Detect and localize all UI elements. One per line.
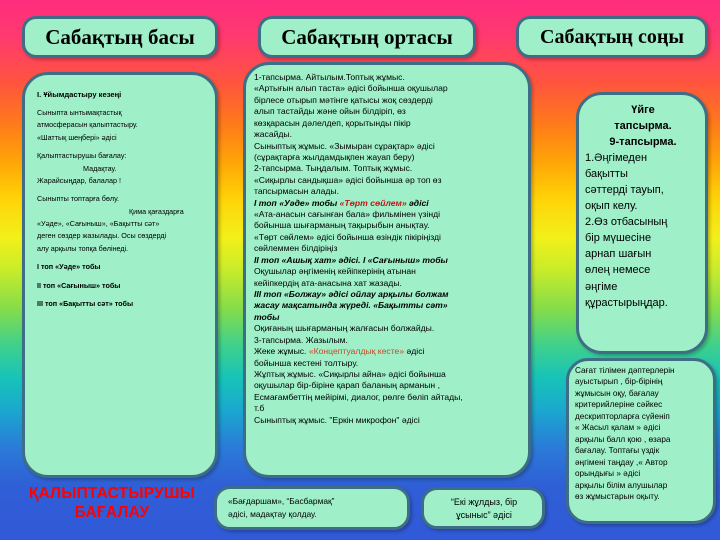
lesson-middle-line-25 <box>254 346 527 357</box>
peer-assessment-line-12: өз жұмыстарын оқыту. <box>575 492 660 502</box>
lesson-middle-line-10: «Сиқырлы сандықша» әдісі бойынша әр топ өз <box>254 174 442 185</box>
section-header-lesson-end <box>516 16 708 58</box>
feedback-method-1-line-2: әдісі, мадақтау қолдау. <box>228 509 317 519</box>
homework-item-1-line-1: 1.Әңгімеден <box>585 152 648 165</box>
peer-assessment-line-8: бағалау. Топтағы үздік <box>575 446 660 456</box>
homework-item-2-line-6: құрастырыңдар. <box>585 296 668 309</box>
formative-assessment-line-1: Қалыптастырушы бағалау: <box>37 151 127 161</box>
lesson-middle-line-18: Оқушылар әңгіменің кейіпкерінің атынан <box>254 266 416 277</box>
lesson-middle-line-13: «Ата-анасын сағынған бала» фильмінен үзінді <box>254 209 441 220</box>
atmosphere-line-1: Сыныпта ынтымақтастық <box>37 108 122 118</box>
lesson-middle-line-30: т.б <box>254 403 265 414</box>
lesson-middle-line-22: тобы <box>254 311 280 322</box>
lesson-middle-line-16: сөйлеммен білдіріңіз <box>254 243 338 254</box>
formative-assessment-line-2: Мадақтау. <box>83 163 117 173</box>
lesson-middle-line-27: Жұптық жұмыс. «Сиқырлы айна» әдісі бойынша <box>254 368 446 379</box>
feedback-method-2-label <box>425 491 543 527</box>
atmosphere-line-3: «Шаттық шеңбері» әдісі <box>37 132 117 142</box>
group-1-label: I топ «Уәде» тобы <box>37 262 101 272</box>
lesson-middle-line-24: 3-тапсырма. Жазылым. <box>254 334 348 345</box>
grouping-line-1: Сыныпты топтарға бөлу. <box>37 194 119 204</box>
lesson-middle-line-3: бірлесе отырып мәтінге қатысы жоқ сөздерді <box>254 94 433 105</box>
homework-item-1-line-2: бақытты <box>585 168 628 181</box>
peer-assessment-line-2: ауыстырып , бір-бірінің <box>575 377 663 387</box>
peer-assessment-line-11: арқылы білім алушылар <box>575 480 668 490</box>
lesson-start-content <box>30 84 214 476</box>
peer-assessment-line-5: дескрипторларға сүйеніп <box>575 411 670 421</box>
lesson-middle-line-19: кейіпкердің ата-анасына хат жазады. <box>254 277 402 288</box>
feedback-method-1-line-1: «Бағдаршам», “Басбармақ” <box>228 496 335 507</box>
lesson-middle-line-4: алып тастайды және ойын білдіріп, өз <box>254 106 406 117</box>
lesson-middle-line-26: бойынша кестені толтыру. <box>254 357 359 368</box>
homework-item-2-line-3: арнап шағын <box>585 248 652 261</box>
atmosphere-line-2: атмосферасын қалыптастыру. <box>37 120 138 130</box>
section-header-lesson-start-label: Сабақтың басы <box>45 24 195 49</box>
lesson-middle-line-6: жасайды. <box>254 129 292 140</box>
feedback-method-1-label <box>222 490 408 526</box>
lesson-middle-line-1: 1-тапсырма. Айтылым.Топтық жұмыс. <box>254 72 405 82</box>
homework-title-line-2: тапсырма. <box>614 120 672 133</box>
lesson-middle-line-15: «Төрт сөйлем» әдісі бойынша өзіндік пікіріңізді <box>254 231 441 242</box>
individual-work-prefix: Жеке жұмыс. <box>254 346 309 357</box>
peer-assessment-line-6: « Жасыл қалам » әдісі <box>575 423 661 433</box>
peer-assessment-content <box>570 362 714 522</box>
grouping-line-5: алу арқылы топқа бөлінеді. <box>37 243 129 253</box>
homework-item-2-line-1: 2.Өз отбасының <box>585 216 668 229</box>
formative-assessment-title-line-2: БАҒАЛАУ <box>74 504 150 522</box>
lesson-middle-line-29: Есмағамбеттің мейірімі, диалог, рөлге бөліп айтады, <box>254 391 463 402</box>
lesson-middle-line-31: Сыныптық жұмыс. "Еркін микрофон" әдісі <box>254 414 420 425</box>
highlighted-method-name: «Төрт сөйлем» <box>339 197 407 208</box>
lesson-middle-line-28: оқушылар бір-біріне қарап баланың арманын , <box>254 380 440 391</box>
formative-assessment-line-3: Жарайсыңдар, балалар ! <box>37 175 121 185</box>
peer-assessment-line-10: орындығы » әдісі <box>575 469 641 479</box>
lesson-middle-line-12 <box>254 198 527 209</box>
formative-assessment-title <box>4 484 220 523</box>
lesson-middle-line-2: «Артығын алып таста» әдісі бойынша оқушылар <box>254 83 448 94</box>
section-header-lesson-start <box>22 16 218 58</box>
homework-item-2-line-2: бір мүшесіне <box>585 232 652 245</box>
highlighted-method-name-2: «Концептуалдық кесте» <box>308 346 405 357</box>
grouping-line-4: деген сөздер жазылады. Осы сөздерді <box>37 231 167 241</box>
homework-item-2-line-4: өлең немесе <box>585 264 651 277</box>
homework-content <box>580 100 704 350</box>
peer-assessment-line-1: Сағат тілімен дәптерлерін <box>575 366 675 375</box>
organizational-stage-title: I. Ұйымдастыру кезеңі <box>37 90 122 99</box>
section-header-lesson-end-label: Сабақтың соңы <box>540 25 684 48</box>
section-header-lesson-middle-label: Сабақтың ортасы <box>281 24 453 49</box>
lesson-middle-line-14: бойынша шығарманың тақырыбын анықтау. <box>254 220 430 231</box>
group-3-label: III топ «Бақытты сәт» тобы <box>37 298 134 308</box>
lesson-middle-line-11: тапсырмасын алады. <box>254 186 339 197</box>
homework-title-line-1: Үйге <box>631 104 655 116</box>
homework-title-line-3: 9-тапсырма. <box>609 136 677 149</box>
lesson-middle-line-20: III топ «Болжау» әдісі ойлау арқылы болжам <box>254 289 449 300</box>
lesson-middle-content <box>249 70 529 480</box>
lesson-middle-line-7: Сыныптық жұмыс. «Зымыран сұрақтар» әдісі <box>254 140 435 151</box>
lesson-middle-line-5: көзқарасын дәлелдеп, қорытынды пікір <box>254 117 411 128</box>
section-header-lesson-middle <box>258 16 476 58</box>
feedback-method-2-line-2: ұсыныс” әдісі <box>456 510 512 520</box>
homework-item-1-line-4: оқып келу. <box>585 200 638 213</box>
lesson-middle-line-9: 2-тапсырма. Тыңдалым. Топтық жұмыс. <box>254 163 413 174</box>
lesson-middle-line-8: (сұрақтарға жылдамдықпен жауап беру) <box>254 151 415 162</box>
lesson-middle-line-21: жасау мақсатында жүреді. «Бақытты сәт» <box>254 300 448 311</box>
homework-item-1-line-3: сәттерді тауып, <box>585 184 664 197</box>
peer-assessment-line-9: әңгімені таңдау ,« Автор <box>575 457 668 467</box>
peer-assessment-line-7: арқылы балл қою , өзара <box>575 434 671 444</box>
feedback-method-2-line-1: “Екі жұлдыз, бір <box>450 496 518 507</box>
formative-assessment-title-line-1: ҚАЛЫПТАСТЫРУШЫ <box>28 485 196 502</box>
individual-work-suffix: әдісі <box>404 346 425 357</box>
group-1-method-suffix: әдісі <box>406 197 429 208</box>
peer-assessment-line-4: критерийлеріне сәйкес <box>575 400 663 410</box>
group-2-label: II топ «Сағыныш» тобы <box>37 280 121 290</box>
grouping-line-2: Қима қағаздарға <box>129 206 184 216</box>
peer-assessment-line-3: жұмысын оқу, бағалау <box>575 388 659 398</box>
lesson-middle-line-17: II топ «Ашық хат» әдісі. I «Сағыныш» тобы <box>254 254 448 265</box>
group-1-method-prefix: I топ «Уәде» тобы <box>254 197 340 208</box>
lesson-middle-line-23: Оқиғаның шығарманың жалғасын болжайды. <box>254 323 435 334</box>
homework-item-2-line-5: әңгіме <box>585 280 618 293</box>
grouping-line-3: «Уәде», «Сағыныш», «Бақытты сәт» <box>37 219 160 229</box>
